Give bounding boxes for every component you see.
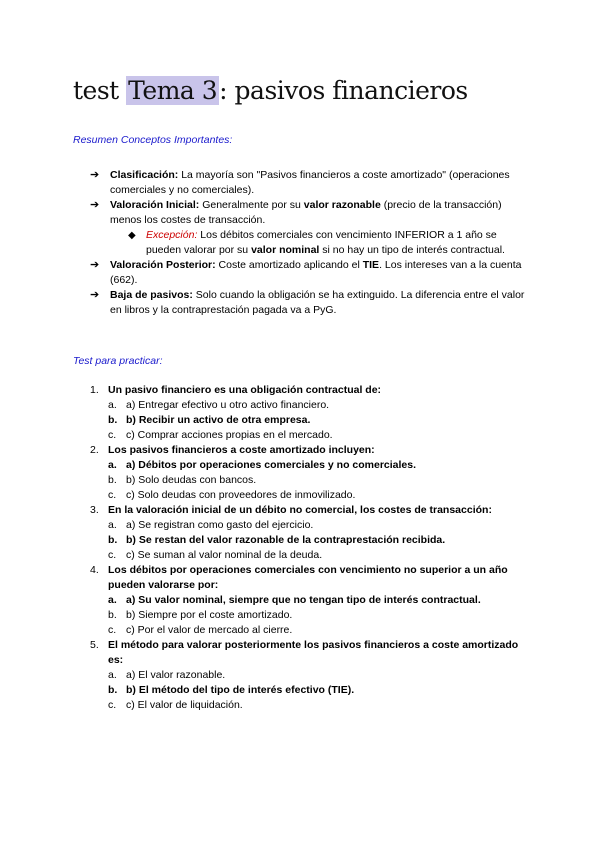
answer-option: a. a) El valor razonable. — [108, 669, 226, 681]
question: 2. Los pasivos financieros a coste amortizado incluyen: — [90, 444, 375, 456]
arrow-icon: ➔ — [90, 259, 100, 271]
answer-option-correct: b. b) Recibir un activo de otra empresa. — [108, 414, 311, 426]
answer-option-correct: a. a) Su valor nominal, siempre que no tengan tipo de interés contractual. — [108, 594, 481, 606]
answer-option: c. c) Comprar acciones propias en el mercado. — [108, 429, 333, 441]
title-prefix: test — [73, 76, 119, 105]
concept-item: ➔ Baja de pasivos: Solo cuando la obligación se ha extinguido. La diferencia entre el valor en libros y la contraprestación pagada va a PyG. — [90, 289, 525, 316]
questions-list — [90, 383, 530, 713]
answer-option: c. c) Por el valor de mercado al cierre. — [108, 624, 293, 636]
concept-item: ➔ Valoración Inicial: Generalmente por su valor razonable (precio de la transacción) menos los costes de transacción. — [90, 199, 502, 226]
arrow-icon: ➔ — [90, 169, 100, 181]
answer-option: b. b) Siempre por el coste amortizado. — [108, 609, 293, 621]
question: 3. En la valoración inicial de un débito no comercial, los costes de transacción: — [90, 504, 492, 516]
title-suffix: : pasivos financieros — [219, 76, 468, 105]
concept-item: ➔ Valoración Posterior: Coste amortizado aplicando el TIE. Los intereses van a la cuenta (662). — [90, 259, 522, 286]
concept-subitem: ◆ Excepción: Los débitos comerciales con vencimiento INFERIOR a 1 año se pueden valorar por su valor nominal si no hay un tipo de interés contractual. — [128, 229, 505, 256]
answer-option: c. c) Se suman al valor nominal de la deuda. — [108, 549, 323, 561]
concept-item: ➔ Clasificación: La mayoría son "Pasivos financieros a coste amortizado" (operaciones comerciales y no comerciales). — [90, 169, 510, 196]
title-highlight: Tema 3 — [128, 76, 218, 105]
arrow-icon: ➔ — [90, 199, 100, 211]
answer-option: a. a) Se registran como gasto del ejercicio. — [108, 519, 314, 531]
arrow-icon: ➔ — [90, 289, 100, 301]
concepts-list — [90, 168, 530, 318]
answer-option: a. a) Entregar efectivo u otro activo financiero. — [108, 399, 330, 411]
diamond-bullet-icon: ◆ — [128, 230, 136, 241]
answer-option-correct: b. b) El método del tipo de interés efectivo (TIE). — [108, 684, 355, 696]
page-title — [73, 76, 468, 105]
answer-option-correct: a. a) Débitos por operaciones comerciales y no comerciales. — [108, 459, 417, 471]
answer-option: c. c) El valor de liquidación. — [108, 699, 243, 711]
answer-option: b. b) Solo deudas con bancos. — [108, 474, 257, 486]
section-label-summary: Resumen Conceptos Importantes: — [73, 134, 233, 146]
question: 4. Los débitos por operaciones comerciales con vencimiento no superior a un año pueden valorarse por: — [90, 564, 508, 591]
answer-option: c. c) Solo deudas con proveedores de inmovilizado. — [108, 489, 356, 501]
answer-option-correct: b. b) Se restan del valor razonable de la contraprestación recibida. — [108, 534, 446, 546]
question: 1. Un pasivo financiero es una obligación contractual de: — [90, 384, 382, 396]
section-label-test: Test para practicar: — [73, 355, 163, 367]
question: 5. El método para valorar posteriormente los pasivos financieros a coste amortizado es: — [90, 639, 519, 666]
